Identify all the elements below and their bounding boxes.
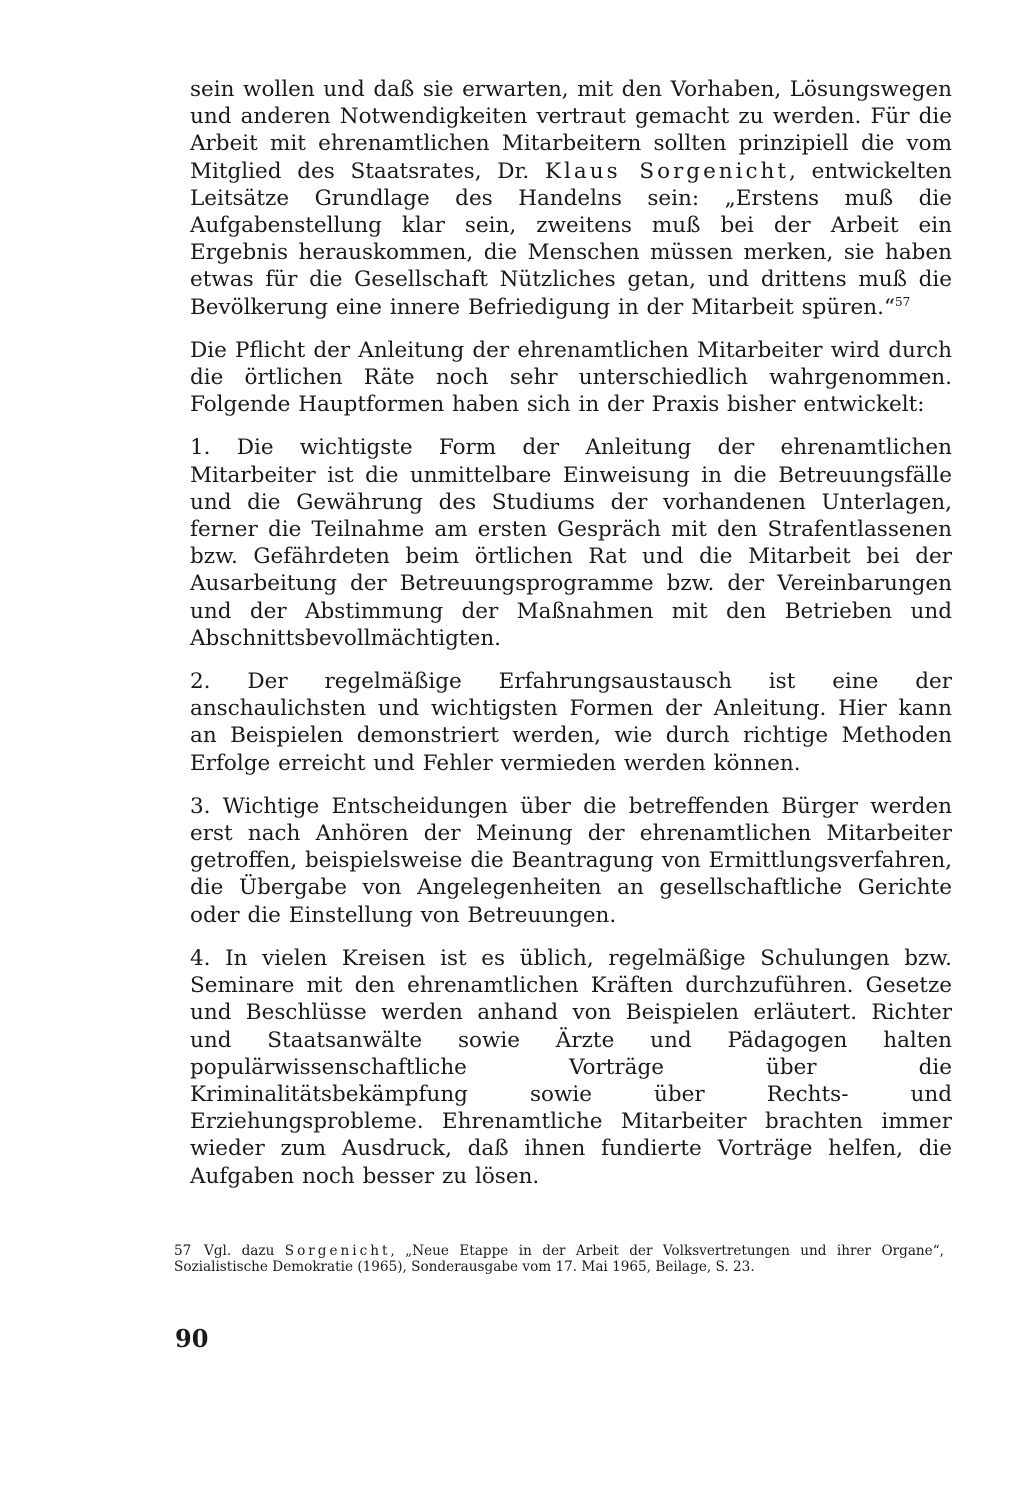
author-name: Klaus Sorgenicht: [544, 158, 790, 184]
paragraph-3: 1. Die wichtigste Form der Anleitung der ehrenamtlichen Mitarbeiter ist die unmittelbare Einweisung in die Betreuungsfälle und die Gewährung des Studiums der vorhandenen Unterlagen, ferner die Teilnahme am ersten Gespräch mit den Strafentlassenen bzw. Gefährdeten beim örtlichen Rat und die Mitarbeit bei der Ausarbeitung der Betreuungsprogramme bzw. der Vereinbarungen und der Abstimmung der Maßnahmen mit den Betrieben und Abschnittsbevollmächtigten.: [190, 435, 952, 651]
footnote-text: , „Neue Etappe in der Arbeit der Volksvertretungen und ihrer Organe“, Sozialistische Demokratie (1965), Sonderausgabe vom 17. Mai 1965, Beilage, S. 23.: [174, 1243, 944, 1275]
footnote-reference[interactable]: 57: [894, 294, 911, 309]
footnote-prefix: Vgl. dazu: [204, 1243, 285, 1259]
paragraph-4: 2. Der regelmäßige Erfahrungsaustausch ist eine der anschaulichsten und wichtigsten Formen der Anleitung. Hier kann an Beispielen demonstriert werden, wie durch richtige Methoden Erfolge erreicht und Fehler vermieden werden können.: [190, 669, 952, 776]
page-number: 90: [175, 1324, 209, 1353]
footnote: [174, 1244, 944, 1276]
footnote-author: Sorgenicht: [284, 1243, 391, 1259]
page-body: [190, 76, 952, 1190]
paragraph-1-text-a: sein wollen und daß sie erwarten, mit den Vorhaben, Lösungswegen und anderen Notwendigkeiten vertraut gemacht zu werden. Für die Arbeit mit ehrenamtlichen Mitarbeitern sollten prinzipiell die vom Mitglied des Staatsrates, Dr.: [190, 77, 952, 184]
paragraph-2: Die Pflicht der Anleitung der ehrenamtlichen Mitarbeiter wird durch die örtlichen Räte noch sehr unterschiedlich wahrgenommen. Folgende Hauptformen haben sich in der Praxis bisher entwickelt:: [190, 337, 952, 418]
paragraph-1: [190, 76, 952, 321]
footnote-number: 57: [174, 1243, 192, 1259]
paragraph-6: 4. In vielen Kreisen ist es üblich, regelmäßige Schulungen bzw. Seminare mit den ehrenamtlichen Kräften durchzuführen. Gesetze und Beschlüsse werden anhand von Beispielen erläutert. Richter und Staatsanwälte sowie Ärzte und Pädagogen halten populärwissenschaftliche Vorträge über die Kriminalitätsbekämpfung sowie über Rechts- und Erziehungsprobleme. Ehrenamtliche Mitarbeiter brachten immer wieder zum Ausdruck, daß ihnen fundierte Vorträge helfen, die Aufgaben noch besser zu lösen.: [190, 945, 952, 1189]
paragraph-5: 3. Wichtige Entscheidungen über die betreffenden Bürger werden erst nach Anhören der Meinung der ehrenamtlichen Mitarbeiter getroffen, beispielsweise die Beantragung von Ermittlungsverfahren, die Übergabe von Angelegenheiten an gesellschaftliche Gerichte oder die Einstellung von Betreuungen.: [190, 793, 952, 928]
paragraph-1-text-b: , entwickelten Leitsätze Grundlage des Handelns sein: „Erstens muß die Aufgabenstellung klar sein, zweitens muß bei der Arbeit ein Ergebnis herauskommen, die Menschen müssen merken, sie haben etwas für die Gesellschaft Nützliches getan, und drittens muß die Bevölkerung eine innere Befriedigung in der Mitarbeit spüren.“: [190, 158, 952, 320]
